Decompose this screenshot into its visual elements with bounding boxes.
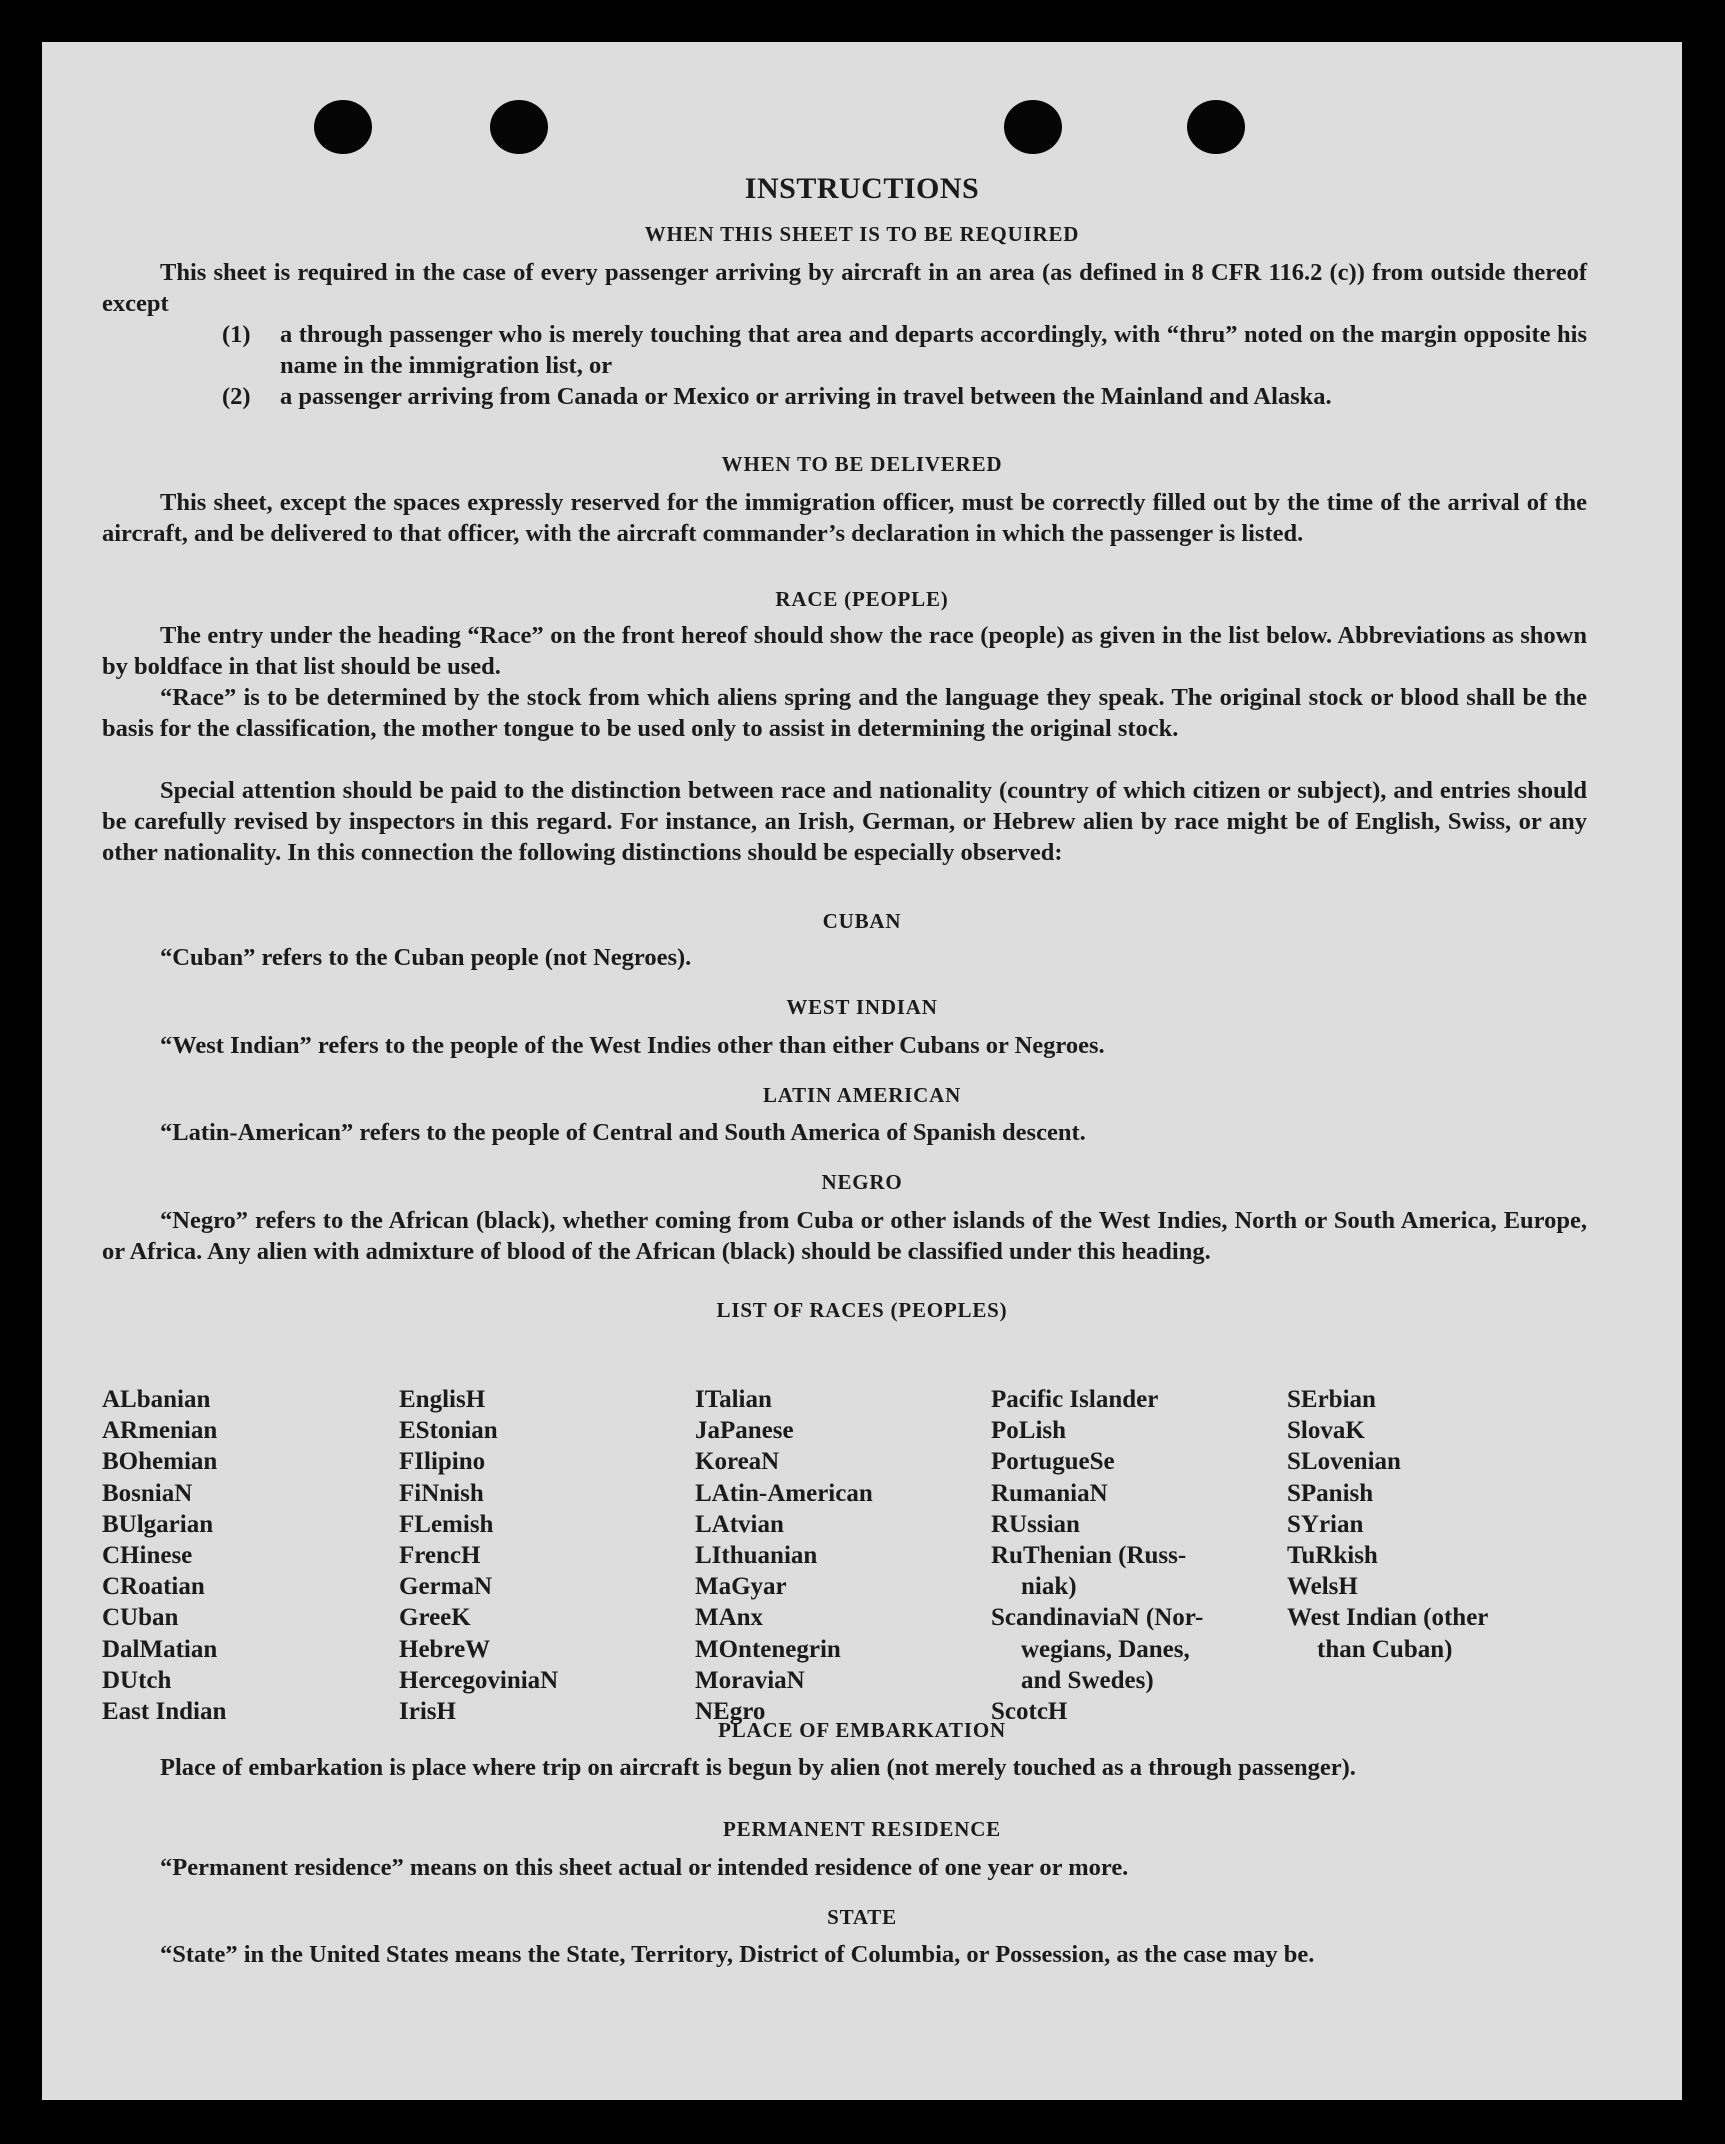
race-item: BOhemian <box>102 1448 218 1476</box>
race-item: GermaN <box>399 1573 493 1601</box>
required-item-2 <box>222 381 1587 412</box>
page-title: INSTRUCTIONS <box>744 172 980 205</box>
race-item: ALbanian <box>102 1386 211 1413</box>
race-item: PoLish <box>991 1417 1067 1445</box>
race-item: FIlipino <box>399 1448 486 1476</box>
item-text: a through passenger who is merely touching that area and departs accordingly, with “thru” noted on the margin opposite his name in the immigration list, or <box>280 321 1587 379</box>
race-item: ScotcH <box>991 1698 1068 1726</box>
races-column-2 <box>399 1384 558 1727</box>
race-item: FrencH <box>399 1542 481 1570</box>
race-item: HebreW <box>399 1635 491 1663</box>
race-item: LAtin-American <box>695 1479 873 1507</box>
race-item: EStonian <box>399 1417 498 1445</box>
race-item: CHinese <box>102 1542 193 1570</box>
heading-race: RACE (PEOPLE) <box>775 587 949 611</box>
race-item-continuation: and Swedes) <box>1021 1666 1154 1694</box>
race-item: FiNnish <box>399 1479 484 1507</box>
race-item: JaPanese <box>695 1417 794 1445</box>
race-item: SPanish <box>1287 1479 1374 1507</box>
race-item: WelsH <box>1287 1573 1358 1601</box>
west-indian-text: “West Indian” refers to the people of the West Indies other than either Cubans or Negroes. <box>160 1032 1105 1059</box>
races-column-5 <box>1287 1384 1488 1665</box>
race-item: MaGyar <box>695 1573 787 1601</box>
race-paragraph-1: The entry under the heading “Race” on the front hereof should show the race (people) as given in the list below. Abbreviations as shown by boldface in that list should be used. <box>102 622 1587 680</box>
punch-hole <box>490 100 548 154</box>
race-item: Pacific Islander <box>991 1386 1159 1413</box>
races-column-1 <box>102 1384 226 1727</box>
heading-when-delivered: WHEN TO BE DELIVERED <box>721 452 1003 476</box>
delivered-text: This sheet, except the spaces expressly reserved for the immigration officer, must be correctly filled out by the time of the arrival of the aircraft, and be delivered to that officer, with the aircraft commander’s declaration in which the passenger is listed. <box>102 489 1587 547</box>
heading-permanent-residence: PERMANENT RESIDENCE <box>723 1817 1001 1841</box>
race-item: PortugueSe <box>991 1448 1115 1476</box>
race-item: RumaniaN <box>991 1479 1108 1507</box>
race-item: BosniaN <box>102 1479 193 1507</box>
race-item: DUtch <box>102 1666 172 1694</box>
race-item: MOntenegrin <box>695 1635 841 1663</box>
race-item: SLovenian <box>1287 1448 1401 1476</box>
race-item-continuation: than Cuban) <box>1317 1635 1453 1663</box>
race-item-continuation: wegians, Danes, <box>1021 1635 1190 1663</box>
race-item: DalMatian <box>102 1635 218 1663</box>
race-item: CRoatian <box>102 1573 205 1601</box>
race-item: SYrian <box>1287 1510 1364 1538</box>
heading-when-required: WHEN THIS SHEET IS TO BE REQUIRED <box>644 222 1080 246</box>
race-item: ARmenian <box>102 1417 218 1445</box>
embarkation-text: Place of embarkation is place where trip on aircraft is begun by alien (not merely touched as a through passenger). <box>160 1754 1356 1781</box>
race-item: LAtvian <box>695 1510 784 1538</box>
punch-hole <box>314 100 372 154</box>
required-item-1 <box>222 319 1587 381</box>
race-item: NEgro <box>695 1698 766 1726</box>
race-item: ScandinaviaN (Nor- <box>991 1604 1204 1632</box>
permanent-residence-text: “Permanent residence” means on this sheet actual or intended residence of one year or more. <box>160 1854 1129 1881</box>
race-item: MoraviaN <box>695 1666 805 1694</box>
negro-text: “Negro” refers to the African (black), whether coming from Cuba or other islands of the West Indies, North or South America, Europe, or Africa. Any alien with admixture of blood of the African (black) should be classified under this heading. <box>102 1207 1587 1265</box>
item-number: (2) <box>222 383 251 410</box>
state-text: “State” in the United States means the State, Territory, District of Columbia, or Possession, as the case may be. <box>160 1941 1315 1968</box>
heading-latin-american: LATIN AMERICAN <box>762 1083 962 1107</box>
race-item: West Indian (other <box>1287 1604 1489 1632</box>
race-paragraph-3: Special attention should be paid to the distinction between race and nationality (country of which citizen or subject), and entries should be carefully revised by inspectors in this regard. For instance, an Irish, German, or Hebrew alien by race might be of English, Swiss, or any other nationality. In this connection the following distinctions should be especially observed: <box>102 777 1587 866</box>
race-paragraph-2: “Race” is to be determined by the stock from which aliens spring and the language they speak. The original stock or blood shall be the basis for the classification, the mother tongue to be used only to assist in determining the original stock. <box>102 684 1587 742</box>
heading-state: STATE <box>827 1905 897 1929</box>
heading-list-of-races: LIST OF RACES (PEOPLES) <box>716 1298 1008 1322</box>
race-item: SlovaK <box>1287 1417 1365 1445</box>
race-item: TuRkish <box>1287 1542 1378 1570</box>
races-column-4 <box>991 1384 1203 1727</box>
punch-hole <box>1004 100 1062 154</box>
race-item: East Indian <box>102 1698 227 1726</box>
race-item: GreeK <box>399 1604 471 1632</box>
race-item: EnglisH <box>399 1386 486 1413</box>
heading-embarkation: PLACE OF EMBARKATION <box>718 1718 1006 1742</box>
race-item: MAnx <box>695 1604 764 1632</box>
race-item-continuation: niak) <box>1021 1573 1077 1601</box>
race-item: SErbian <box>1287 1386 1376 1413</box>
latin-american-text: “Latin-American” refers to the people of Central and South America of Spanish descent. <box>160 1119 1086 1146</box>
required-intro: This sheet is required in the case of every passenger arriving by aircraft in an area (as defined in 8 CFR 116.2 (c)) from outside thereof except <box>102 259 1587 317</box>
race-item: LIthuanian <box>695 1542 818 1570</box>
race-item: ITalian <box>695 1386 772 1413</box>
heading-negro: NEGRO <box>821 1170 903 1194</box>
cuban-text: “Cuban” refers to the Cuban people (not Negroes). <box>160 944 692 971</box>
race-item: RUssian <box>991 1510 1080 1538</box>
race-item: CUban <box>102 1604 179 1632</box>
race-item: FLemish <box>399 1510 494 1538</box>
race-item: KoreaN <box>695 1448 780 1476</box>
races-column-3 <box>695 1384 873 1727</box>
race-item: IrisH <box>399 1698 456 1726</box>
race-item: RuThenian (Russ- <box>991 1542 1187 1570</box>
document-sheet <box>42 42 1682 2100</box>
race-item: BUlgarian <box>102 1510 214 1538</box>
heading-cuban: CUBAN <box>822 909 902 933</box>
race-item: HercegoviniaN <box>399 1666 559 1694</box>
heading-west-indian: WEST INDIAN <box>786 995 938 1019</box>
item-text: a passenger arriving from Canada or Mexico or arriving in travel between the Mainland and Alaska. <box>280 383 1332 410</box>
item-number: (1) <box>222 321 251 348</box>
punch-hole <box>1187 100 1245 154</box>
